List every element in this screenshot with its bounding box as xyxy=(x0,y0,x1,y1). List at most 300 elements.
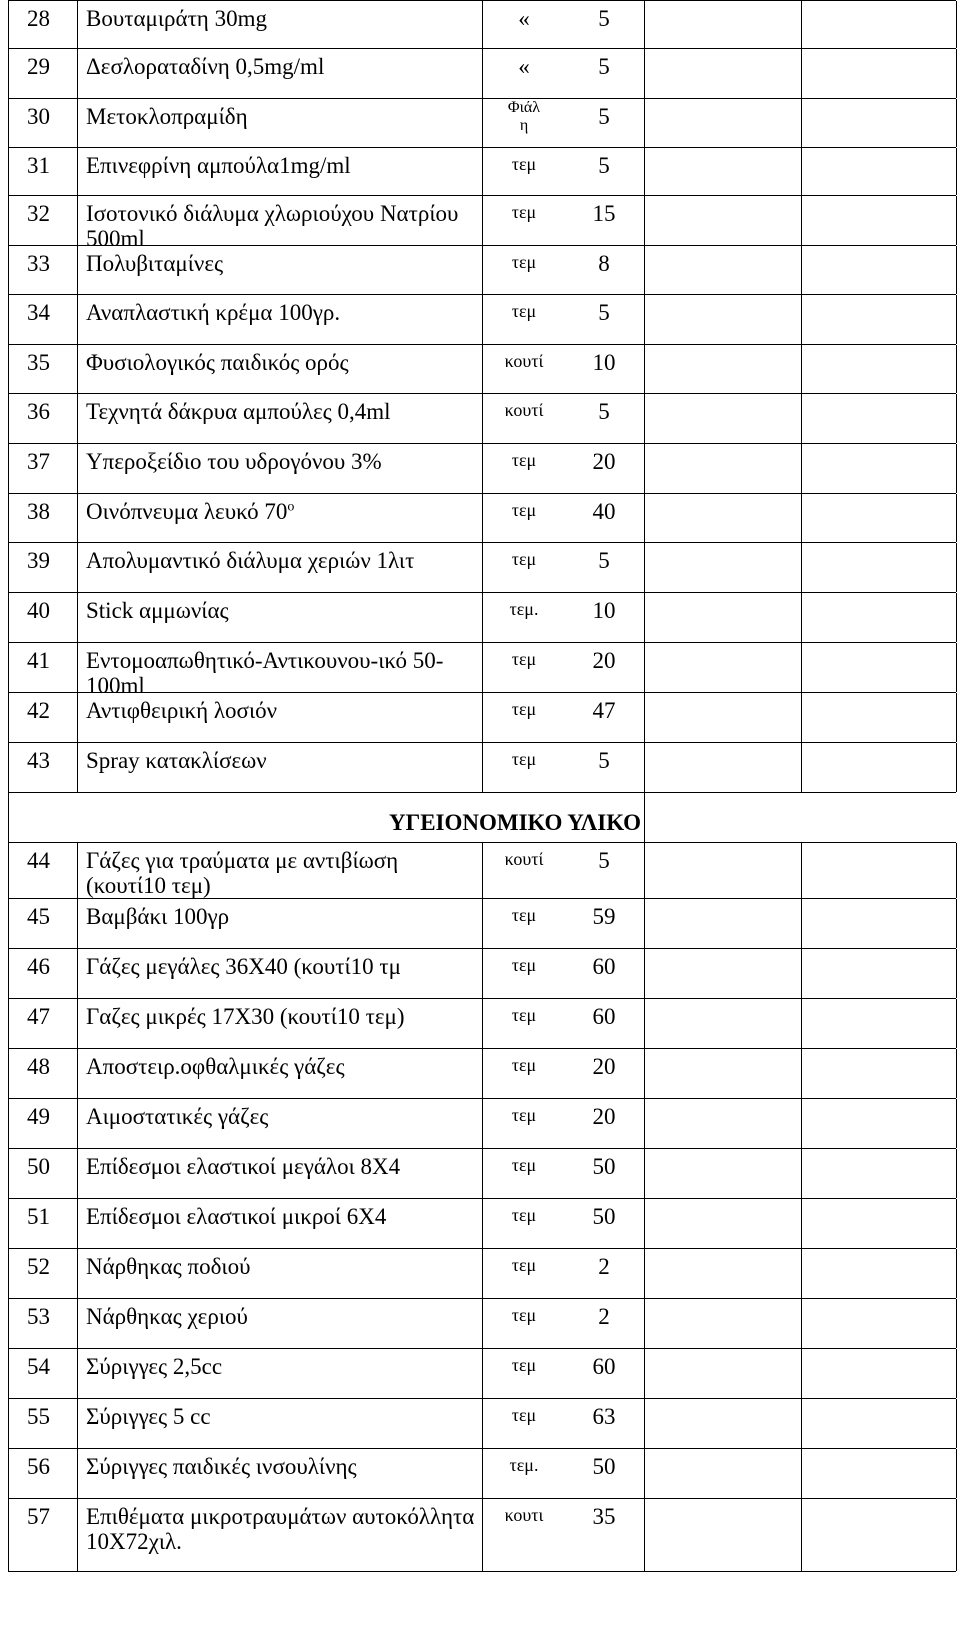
unit-cell xyxy=(483,394,565,443)
empty-cell xyxy=(645,593,802,642)
item-name-cell xyxy=(78,1349,483,1398)
item-number-cell xyxy=(9,49,78,98)
quantity-cell xyxy=(565,295,645,344)
quantity-cell xyxy=(565,743,645,792)
item-name-cell xyxy=(78,1,483,48)
item-unit: τεμ xyxy=(511,1055,537,1075)
empty-cell xyxy=(802,1299,957,1348)
empty-cell xyxy=(802,1149,957,1198)
item-name-text: Εντομοαπωθητικό-Αντικουνου-ικό 50-100ml xyxy=(86,648,444,698)
item-number-cell xyxy=(9,1,78,48)
item-unit: τεμ xyxy=(511,1355,537,1375)
empty-cell xyxy=(645,494,802,542)
empty-cell xyxy=(645,394,802,443)
empty-cell xyxy=(645,196,802,245)
item-quantity: 5 xyxy=(598,300,610,325)
item-quantity: 10 xyxy=(592,350,616,375)
table-row xyxy=(8,196,956,251)
item-name xyxy=(86,1204,476,1229)
item-quantity: 20 xyxy=(592,1054,616,1079)
item-number-cell xyxy=(9,743,78,792)
item-unit: τεμ xyxy=(511,699,537,719)
item-name-cell xyxy=(78,148,483,195)
empty-cell xyxy=(645,49,802,98)
item-name-text: Σύριγγες 2,5cc xyxy=(86,1354,223,1379)
table-row xyxy=(8,743,956,793)
item-unit: Φιάλη xyxy=(507,99,541,134)
item-name-cell xyxy=(78,743,483,792)
empty-cell xyxy=(802,246,957,294)
item-name-cell xyxy=(78,593,483,642)
item-unit: τεμ xyxy=(511,1205,537,1225)
quantity-cell xyxy=(565,1149,645,1198)
item-name-text: Stick αμμωνίας xyxy=(86,598,229,623)
item-number: 45 xyxy=(27,904,50,929)
item-name-cell xyxy=(78,1199,483,1248)
item-number-cell xyxy=(9,444,78,493)
table-row xyxy=(8,1499,956,1572)
item-name-cell xyxy=(78,1449,483,1498)
quantity-cell xyxy=(565,643,645,692)
item-unit: τεμ xyxy=(511,549,537,569)
item-unit: τεμ. xyxy=(509,1455,539,1475)
item-name-text: Βουταμιράτη 30mg xyxy=(86,6,267,31)
item-number-cell xyxy=(9,1249,78,1298)
item-name-text: Τεχνητά δάκρυα αμπούλες 0,4ml xyxy=(86,399,391,424)
item-quantity: 40 xyxy=(592,499,616,524)
empty-cell xyxy=(645,693,802,742)
empty-cell xyxy=(645,999,802,1048)
table-row xyxy=(8,148,956,196)
unit-cell xyxy=(483,1249,565,1298)
empty-cell xyxy=(802,693,957,742)
empty-cell xyxy=(645,543,802,592)
item-unit: τεμ xyxy=(511,1005,537,1025)
item-unit: τεμ xyxy=(511,1255,537,1275)
empty-cell xyxy=(645,1449,802,1498)
item-number: 50 xyxy=(27,1154,50,1179)
item-quantity: 20 xyxy=(592,449,616,474)
quantity-cell xyxy=(565,494,645,542)
item-name-text: Επίδεσμοι ελαστικοί μεγάλοι 8Χ4 xyxy=(86,1154,401,1179)
item-unit: τεμ xyxy=(511,1105,537,1125)
item-name xyxy=(86,1504,476,1554)
table-row xyxy=(8,1049,956,1099)
item-number: 29 xyxy=(27,54,50,79)
item-number-cell xyxy=(9,295,78,344)
item-number: 48 xyxy=(27,1054,50,1079)
unit-cell xyxy=(483,743,565,792)
item-quantity: 5 xyxy=(598,153,610,178)
item-name-cell xyxy=(78,394,483,443)
item-quantity: 5 xyxy=(598,6,610,31)
item-name xyxy=(86,54,476,79)
item-name-cell xyxy=(78,1299,483,1348)
item-name-cell xyxy=(78,949,483,998)
unit-cell xyxy=(483,196,565,245)
unit-cell xyxy=(483,148,565,195)
empty-cell xyxy=(645,743,802,792)
empty-cell xyxy=(802,1349,957,1398)
unit-cell xyxy=(483,444,565,493)
empty-cell xyxy=(645,444,802,493)
empty-cell xyxy=(645,949,802,998)
item-name xyxy=(86,449,476,474)
item-quantity: 50 xyxy=(592,1454,616,1479)
item-name-cell xyxy=(78,1049,483,1098)
quantity-cell xyxy=(565,246,645,294)
unit-cell xyxy=(483,49,565,98)
item-name-text: Επίδεσμοι ελαστικοί μικροί 6Χ4 xyxy=(86,1204,387,1229)
item-quantity: 8 xyxy=(598,251,610,276)
item-name-text: Ισοτονικό διάλυμα χλωριούχου Νατρίου 500ml xyxy=(86,201,459,251)
item-number: 42 xyxy=(27,698,50,723)
table-row xyxy=(8,643,956,698)
item-unit: τεμ xyxy=(511,749,537,769)
item-number: 44 xyxy=(27,848,50,873)
item-name xyxy=(86,1154,476,1179)
table-row xyxy=(8,1449,956,1499)
quantity-cell xyxy=(565,899,645,948)
item-number-cell xyxy=(9,949,78,998)
item-name xyxy=(86,1454,476,1479)
table-row xyxy=(8,246,956,295)
table-row xyxy=(8,1299,956,1349)
item-name xyxy=(86,350,476,375)
item-name-cell xyxy=(78,345,483,393)
item-unit: τεμ xyxy=(511,252,537,272)
item-name-cell xyxy=(78,693,483,742)
item-name xyxy=(86,201,476,251)
unit-cell xyxy=(483,1299,565,1348)
item-unit: τεμ xyxy=(511,905,537,925)
unit-cell xyxy=(483,246,565,294)
item-name xyxy=(86,848,476,898)
item-unit: τεμ xyxy=(511,450,537,470)
quantity-cell xyxy=(565,1399,645,1448)
item-unit: κουτί xyxy=(504,849,544,869)
empty-cell xyxy=(645,345,802,393)
item-quantity: 20 xyxy=(592,648,616,673)
item-name-text: Γαζες μικρές 17Χ30 (κουτί10 τεμ) xyxy=(86,1004,405,1029)
empty-cell xyxy=(802,543,957,592)
table-row xyxy=(8,693,956,743)
quantity-cell xyxy=(565,148,645,195)
item-name-text: Πολυβιταμίνες xyxy=(86,251,224,276)
empty-cell xyxy=(645,99,802,147)
item-unit: κουτί xyxy=(504,351,544,371)
quantity-cell xyxy=(565,345,645,393)
empty-cell xyxy=(645,1049,802,1098)
quantity-cell xyxy=(565,693,645,742)
item-number-cell xyxy=(9,1349,78,1398)
unit-cell xyxy=(483,345,565,393)
unit-cell xyxy=(483,295,565,344)
item-unit: τεμ xyxy=(511,649,537,669)
item-name xyxy=(86,1004,476,1029)
empty-cell xyxy=(802,1099,957,1148)
unit-cell xyxy=(483,1499,565,1571)
section-title: ΥΓΕΙΟΝΟΜΙΚΟ ΥΛΙΚΟ xyxy=(388,810,641,835)
item-number-cell xyxy=(9,1049,78,1098)
item-number-cell xyxy=(9,593,78,642)
section-header-row xyxy=(8,793,956,843)
item-number: 28 xyxy=(27,6,50,31)
unit-cell xyxy=(483,1,565,48)
item-unit: τεμ xyxy=(511,1305,537,1325)
item-quantity: 47 xyxy=(592,698,616,723)
quantity-cell xyxy=(565,949,645,998)
unit-cell xyxy=(483,643,565,692)
empty-cell xyxy=(802,394,957,443)
empty-cell xyxy=(645,295,802,344)
empty-cell xyxy=(802,196,957,245)
item-unit: κουτί xyxy=(504,400,544,420)
item-number: 47 xyxy=(27,1004,50,1029)
table-row xyxy=(8,1399,956,1449)
item-name xyxy=(86,1354,476,1379)
quantity-cell xyxy=(565,1449,645,1498)
item-name xyxy=(86,548,476,573)
item-name xyxy=(86,748,476,773)
item-number: 36 xyxy=(27,399,50,424)
item-name xyxy=(86,598,476,623)
item-unit: τεμ xyxy=(511,955,537,975)
quantity-cell xyxy=(565,394,645,443)
item-unit: τεμ xyxy=(511,301,537,321)
empty-cell xyxy=(802,949,957,998)
unit-cell xyxy=(483,543,565,592)
item-name-text: Βαμβάκι 100γρ xyxy=(86,904,230,929)
empty-cell xyxy=(802,148,957,195)
empty-cell xyxy=(802,743,957,792)
item-number: 34 xyxy=(27,300,50,325)
item-name xyxy=(86,153,476,178)
item-name-cell xyxy=(78,196,483,251)
item-quantity: 5 xyxy=(598,748,610,773)
quantity-cell xyxy=(565,1,645,48)
table-row xyxy=(8,1349,956,1399)
item-unit: τεμ xyxy=(511,500,537,520)
unit-cell xyxy=(483,1449,565,1498)
item-number: 40 xyxy=(27,598,50,623)
item-quantity: 2 xyxy=(598,1254,610,1279)
item-number-cell xyxy=(9,643,78,692)
unit-cell xyxy=(483,1399,565,1448)
unit-cell xyxy=(483,1349,565,1398)
quantity-cell xyxy=(565,1249,645,1298)
item-number: 46 xyxy=(27,954,50,979)
unit-cell xyxy=(483,99,565,147)
item-quantity: 63 xyxy=(592,1404,616,1429)
item-name-cell xyxy=(78,543,483,592)
empty-cell xyxy=(645,1399,802,1448)
table-row xyxy=(8,99,956,148)
item-name-text: Επιθέματα μικροτραυμάτων αυτοκόλλητα 10Χ72χιλ. xyxy=(86,1504,475,1554)
item-name xyxy=(86,104,476,129)
item-unit: τεμ xyxy=(511,1155,537,1175)
item-number-cell xyxy=(9,1499,78,1571)
item-number-cell xyxy=(9,543,78,592)
item-name-text: Σύριγγες 5 cc xyxy=(86,1404,211,1429)
item-number: 53 xyxy=(27,1304,50,1329)
item-number: 54 xyxy=(27,1354,50,1379)
quantity-cell xyxy=(565,1099,645,1148)
item-name xyxy=(86,1304,476,1329)
item-name-cell xyxy=(78,295,483,344)
quantity-cell xyxy=(565,593,645,642)
item-number: 51 xyxy=(27,1204,50,1229)
table-row xyxy=(8,949,956,999)
item-name-text: Υπεροξείδιο του υδρογόνου 3% xyxy=(86,449,382,474)
empty-cell xyxy=(802,295,957,344)
item-name-text: Μετοκλοπραμίδη xyxy=(86,104,248,129)
item-name xyxy=(86,698,476,723)
item-number: 32 xyxy=(27,201,50,226)
item-name xyxy=(86,1054,476,1079)
item-name-text: Επινεφρίνη αμπούλα1mg/ml xyxy=(86,153,351,178)
item-quantity: 5 xyxy=(598,548,610,573)
unit-cell xyxy=(483,1049,565,1098)
item-quantity: 5 xyxy=(598,848,610,873)
item-name xyxy=(86,1404,476,1429)
table-row xyxy=(8,1199,956,1249)
quantity-cell xyxy=(565,99,645,147)
quantity-cell xyxy=(565,543,645,592)
table-row xyxy=(8,1249,956,1299)
item-quantity: 60 xyxy=(592,1354,616,1379)
table-row xyxy=(8,899,956,949)
item-name-text: Νάρθηκας ποδιού xyxy=(86,1254,251,1279)
degree-superscript: ο xyxy=(287,499,295,515)
item-name-cell xyxy=(78,49,483,98)
item-quantity: 5 xyxy=(598,54,610,79)
item-name-text: Απολυμαντικό διάλυμα χεριών 1λιτ xyxy=(86,548,415,573)
quantity-cell xyxy=(565,843,645,898)
item-name-text: Γάζες μεγάλες 36Χ40 (κουτί10 τμ xyxy=(86,954,402,979)
item-unit: « xyxy=(518,6,530,31)
empty-cell xyxy=(802,1499,957,1571)
empty-cell xyxy=(802,494,957,542)
item-number-cell xyxy=(9,693,78,742)
table-row xyxy=(8,543,956,593)
unit-cell xyxy=(483,843,565,898)
empty-cell xyxy=(802,1249,957,1298)
table-row xyxy=(8,593,956,643)
empty-cell xyxy=(645,1149,802,1198)
unit-cell xyxy=(483,1199,565,1248)
empty-cell xyxy=(802,899,957,948)
item-number: 30 xyxy=(27,104,50,129)
item-name-text: Δεσλοραταδίνη 0,5mg/ml xyxy=(86,54,325,79)
item-quantity: 15 xyxy=(592,201,616,226)
item-quantity: 60 xyxy=(592,1004,616,1029)
unit-cell xyxy=(483,693,565,742)
item-unit: κουτι xyxy=(504,1505,544,1525)
empty-cell xyxy=(645,148,802,195)
item-number: 43 xyxy=(27,748,50,773)
item-name-text: Αντιφθειρική λοσιόν xyxy=(86,698,278,723)
quantity-cell xyxy=(565,999,645,1048)
empty-cell xyxy=(802,99,957,147)
item-name-cell xyxy=(78,1249,483,1298)
quantity-cell xyxy=(565,49,645,98)
item-name xyxy=(86,648,476,698)
item-number: 41 xyxy=(27,648,50,673)
quantity-cell xyxy=(565,1349,645,1398)
empty-cell xyxy=(802,843,957,898)
item-quantity: 50 xyxy=(592,1204,616,1229)
table-row xyxy=(8,999,956,1049)
table-row xyxy=(8,0,956,49)
section-header-cell xyxy=(9,793,645,842)
unit-cell xyxy=(483,1099,565,1148)
item-name-cell xyxy=(78,999,483,1048)
quantity-cell xyxy=(565,1049,645,1098)
item-unit: τεμ. xyxy=(509,599,539,619)
item-name-text: Σύριγγες παιδικές ινσουλίνης xyxy=(86,1454,357,1479)
table-row xyxy=(8,394,956,444)
empty-cell xyxy=(645,1299,802,1348)
item-unit: τεμ xyxy=(511,1405,537,1425)
empty-cell xyxy=(645,1249,802,1298)
item-number-cell xyxy=(9,345,78,393)
item-name-cell xyxy=(78,899,483,948)
empty-cell xyxy=(645,1099,802,1148)
table-row xyxy=(8,295,956,345)
item-number-cell xyxy=(9,394,78,443)
item-number-cell xyxy=(9,1399,78,1448)
empty-cell xyxy=(645,246,802,294)
item-name xyxy=(86,399,476,424)
quantity-cell xyxy=(565,196,645,245)
empty-cell xyxy=(802,593,957,642)
item-quantity: 60 xyxy=(592,954,616,979)
unit-cell xyxy=(483,999,565,1048)
item-quantity: 59 xyxy=(592,904,616,929)
item-quantity: 2 xyxy=(598,1304,610,1329)
empty-cell xyxy=(802,643,957,692)
quantity-cell xyxy=(565,1199,645,1248)
item-quantity: 50 xyxy=(592,1154,616,1179)
unit-cell xyxy=(483,1149,565,1198)
empty-cell xyxy=(802,1199,957,1248)
item-number-cell xyxy=(9,999,78,1048)
item-name-cell xyxy=(78,444,483,493)
quantity-cell xyxy=(565,1499,645,1571)
item-name-cell xyxy=(78,1149,483,1198)
item-number-cell xyxy=(9,1149,78,1198)
unit-cell xyxy=(483,593,565,642)
item-unit: τεμ xyxy=(511,154,537,174)
table-row xyxy=(8,843,956,899)
empty-cell xyxy=(802,999,957,1048)
quantity-cell xyxy=(565,444,645,493)
table-row xyxy=(8,345,956,394)
item-name xyxy=(86,1254,476,1279)
table-row xyxy=(8,1099,956,1149)
item-unit: τεμ xyxy=(511,202,537,222)
item-name-cell xyxy=(78,1499,483,1571)
item-number: 52 xyxy=(27,1254,50,1279)
empty-cell xyxy=(645,643,802,692)
unit-cell xyxy=(483,899,565,948)
item-number: 37 xyxy=(27,449,50,474)
empty-cell xyxy=(802,1049,957,1098)
item-unit: « xyxy=(518,54,530,79)
item-name xyxy=(86,499,476,524)
unit-cell xyxy=(483,494,565,542)
